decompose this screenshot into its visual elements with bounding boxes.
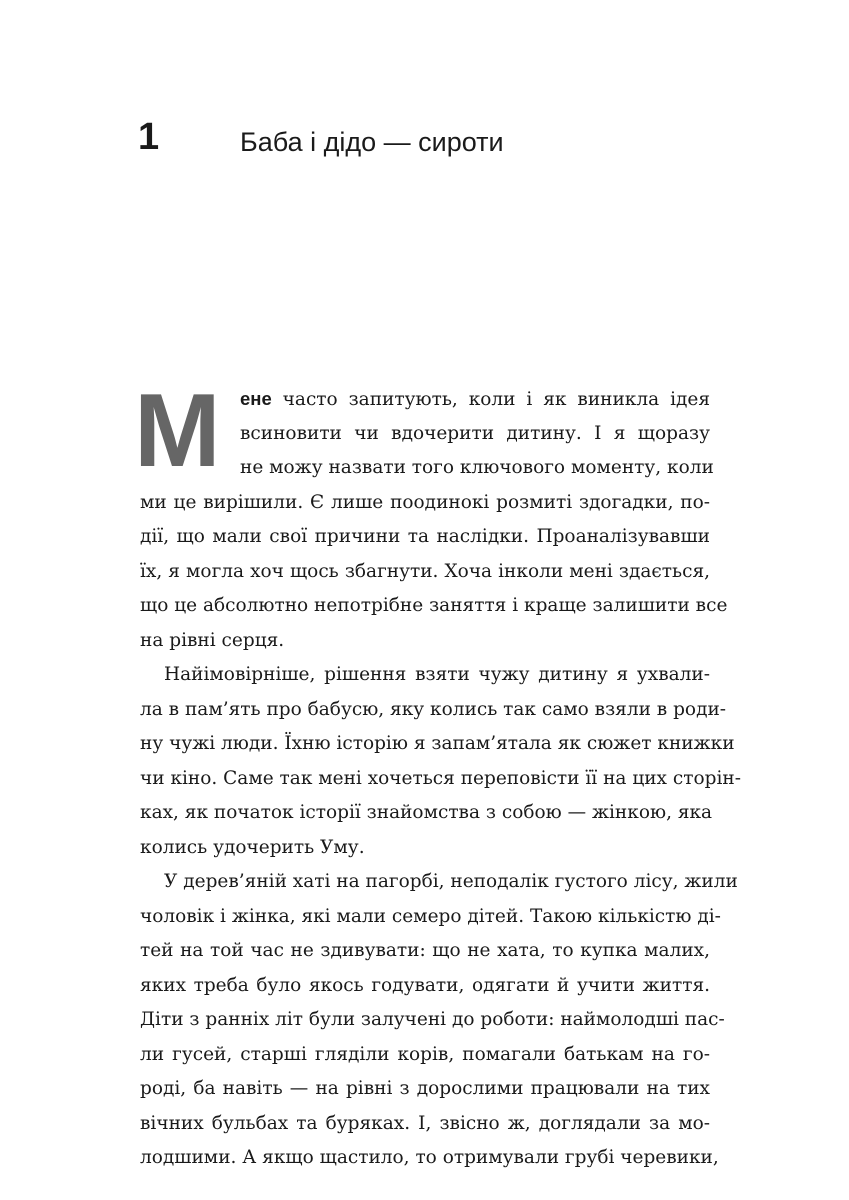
text-line: що це абсолютно непотрібне заняття і краще залишити все bbox=[140, 595, 728, 616]
text-line: лодшими. А якщо щастило, то отримували грубі черевики, bbox=[140, 1147, 719, 1168]
text-line: ну чужі люди. Їхню історію я запам’ятала як сюжет книжки bbox=[140, 733, 735, 754]
text-line: вічних бульбах та буряках. І, звісно ж, доглядали за мо- bbox=[140, 1112, 710, 1134]
drop-cap: М bbox=[134, 373, 219, 489]
text-line: чи кіно. Саме так мені хочеться переповісти її на цих сторін- bbox=[140, 767, 741, 789]
text-line: Найімовірніше, рішення взяти чужу дитину я ухвали- bbox=[164, 664, 710, 685]
text-line: ках, як початок історії знайомства з собою — жінкою, яка bbox=[140, 802, 713, 823]
chapter-title: Баба і дідо — сироти bbox=[240, 127, 504, 157]
text-line: всиновити чи вдочерити дитину. І я щоразу bbox=[240, 422, 710, 444]
lead-word: ене bbox=[240, 388, 272, 409]
text-line: яких треба було якось годувати, одягати й учити життя. bbox=[140, 974, 710, 996]
text-line: ла в пам’ять про бабусю, яку колись так само взяли в роди- bbox=[140, 698, 727, 720]
text-line: не можу назвати того ключового моменту, коли bbox=[240, 457, 714, 478]
text-line bbox=[140, 382, 710, 417]
text-line: У дерев’яній хаті на пагорбі, неподалік густого лісу, жили bbox=[164, 871, 738, 892]
text-line-content: часто запитують, коли і як виникла ідея bbox=[271, 389, 710, 410]
text-line: Діти з ранніх літ були залучені до роботи: наймолодші пас- bbox=[140, 1009, 725, 1030]
text-line: на рівні серця. bbox=[140, 629, 285, 651]
body-text bbox=[140, 382, 741, 1176]
text-line: колись удочерить Уму. bbox=[140, 836, 365, 858]
text-line: тей на той час не здивувати: що не хата, то купка малих, bbox=[140, 940, 710, 961]
text-line: їх, я могла хоч щось збагнути. Хоча інколи мені здається, bbox=[140, 560, 710, 582]
text-line: чоловік і жінка, які мали семеро дітей. Такою кількістю ді- bbox=[140, 905, 721, 927]
text-line: дії, що мали свої причини та наслідки. Проаналізувавши bbox=[140, 526, 710, 547]
text-line: ми це вирішили. Є лише поодинокі розмиті здогадки, по- bbox=[140, 491, 710, 513]
chapter-number: 1 bbox=[138, 116, 160, 158]
text-line: ли гусей, старші гляділи корів, помагали батькам на го- bbox=[140, 1043, 710, 1065]
text-line: роді, ба навіть — на рівні з дорослими працювали на тих bbox=[140, 1078, 710, 1099]
